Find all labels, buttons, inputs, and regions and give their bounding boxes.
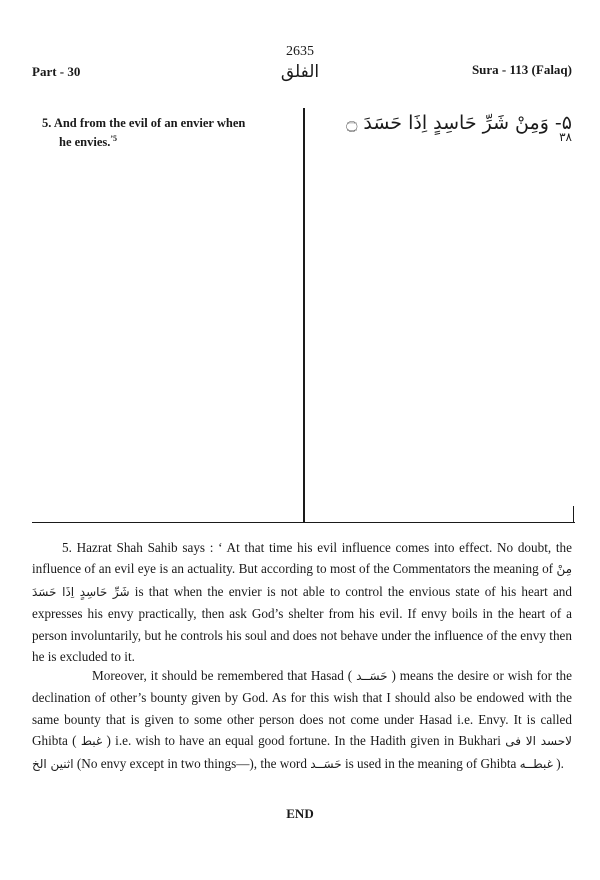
p1-arabic: مِنْ شَرِّ حَاسِدٍ اِذَا حَسَدَ	[32, 562, 573, 599]
commentary-paragraph-1	[32, 537, 572, 667]
p2-text-e: is used in the meaning of Ghibta	[344, 755, 517, 771]
verse-arabic: ۵- وَمِنْ شَرِّ حَاسِدٍ اِذَا حَسَدَ ۝	[346, 112, 572, 134]
divider-tick	[573, 506, 574, 522]
sura-label: Sura - 113 (Falaq)	[471, 62, 572, 77]
verse-line-1: And from the evil of an envier when	[53, 116, 246, 130]
verse-line-2: he envies.	[59, 135, 111, 150]
section-divider	[32, 522, 575, 523]
column-divider	[303, 108, 305, 522]
p2-text-d: (No envy except in two things—), the word	[76, 755, 307, 771]
p1-text-b: is that when the envier is not able to control the envious state of his heart and expresses his envy practically, then ask God’s shelter from his evil. If envy boils in the heart of a person involuntarily, but he controls his soul and does not behave under the influence of the envy then he is excluded to it.	[32, 583, 572, 665]
p2-arabic-ghibta: غبط	[80, 734, 103, 749]
p2-text-a: Moreover, it should be remembered that Hasad (	[92, 668, 353, 683]
footnote-ref: ’5	[110, 134, 118, 143]
p2-arabic-hasad: حَسَــد	[356, 669, 388, 683]
p2-arabic-ghibta-2: غبطــه	[519, 756, 553, 771]
page-number: 2635	[286, 44, 314, 59]
p2-text-b: ) means the desire or wish for the declination of other’s bounty given by God. As for this wish that I should also be endowed with the same bounty that is given to some other person does not come under Hasad i.e. Envy. It is called Ghibta (	[32, 668, 572, 749]
p2-text-c: ) i.e. wish to have an equal good fortune. In the Hadith given in Bukhari	[106, 733, 501, 749]
verse-translation	[42, 116, 297, 150]
p2-text-f: ).	[556, 755, 564, 771]
p1-text-a: 5. Hazrat Shah Sahib says : ‘ At that time his evil influence comes into effect. No doubt, the influence of an evil eye is an actuality. But according to most of the Commentators the meaning of	[32, 540, 572, 577]
commentary-paragraph-2	[32, 665, 572, 775]
verse-number: 5.	[42, 116, 52, 130]
sura-arabic-title: الفلق	[280, 62, 320, 82]
end-marker: END	[286, 806, 314, 821]
part-label: Part - 30	[32, 64, 81, 79]
p2-arabic-hasad-2: حَسَــد	[310, 756, 342, 771]
verse-arabic-number: ۳۸	[559, 130, 572, 144]
p2-arabic-hadith: لاحسد الا فى اثنين الخ	[32, 734, 573, 771]
